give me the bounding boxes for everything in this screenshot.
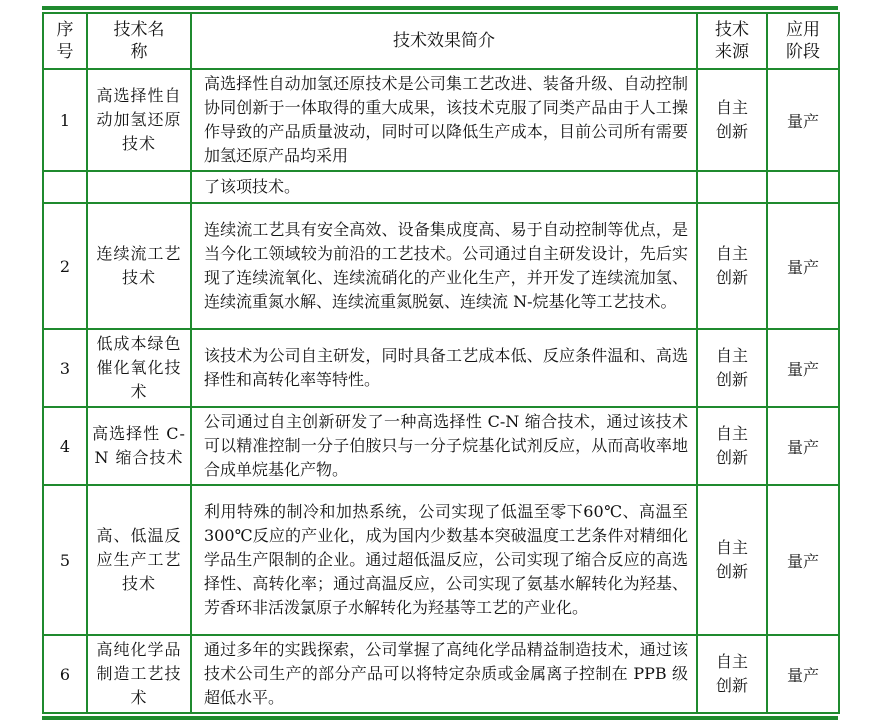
top-rule xyxy=(42,6,838,10)
row-source: 自主创新 xyxy=(697,69,767,171)
header-row xyxy=(43,13,839,69)
bottom-rule xyxy=(42,716,838,720)
header-source: 技术来源 xyxy=(697,13,767,69)
row-desc: 利用特殊的制冷和加热系统，公司实现了低温至零下60℃、高温至 300℃反应的产业化，成为国内少数基本突破温度工艺条件对精细化学品生产限制的企业。通过超低温反应，公司实现了缩合反应的高选择性、高转化率；通过高温反应，公司实现了氨基水解转化为羟基、芳香环非活泼氯原子水解转化为羟基等工艺的产业化。 xyxy=(191,485,697,635)
row-source: 自主创新 xyxy=(697,635,767,713)
row-name: 高、低温反应生产工艺技术 xyxy=(87,485,191,635)
cont-source xyxy=(697,171,767,203)
table-row xyxy=(43,69,839,171)
row-stage: 量产 xyxy=(767,407,839,485)
cont-no xyxy=(43,171,87,203)
row-stage: 量产 xyxy=(767,203,839,329)
row-name: 高选择性自动加氢还原技术 xyxy=(87,69,191,171)
header-stage: 应用阶段 xyxy=(767,13,839,69)
row-name: 高纯化学品制造工艺技术 xyxy=(87,635,191,713)
table-row xyxy=(43,203,839,329)
row-source: 自主创新 xyxy=(697,203,767,329)
row-no: 1 xyxy=(43,69,87,171)
header-name: 技术名称 xyxy=(87,13,191,69)
row-name: 连续流工艺技术 xyxy=(87,203,191,329)
row-source: 自主创新 xyxy=(697,407,767,485)
row-no: 3 xyxy=(43,329,87,407)
row-name: 高选择性 C-N 缩合技术 xyxy=(87,407,191,485)
row-desc: 该技术为公司自主研发，同时具备工艺成本低、反应条件温和、高选择性和高转化率等特性。 xyxy=(191,329,697,407)
row-desc: 连续流工艺具有安全高效、设备集成度高、易于自动控制等优点，是当今化工领域较为前沿的工艺技术。公司通过自主研发设计，先后实现了连续流氧化、连续流硝化的产业化生产，并开发了连续流加氢、连续流重氮水解、连续流重氮脱氨、连续流 N-烷基化等工艺技术。 xyxy=(191,203,697,329)
row-no: 2 xyxy=(43,203,87,329)
technology-table xyxy=(42,12,840,714)
row-source: 自主创新 xyxy=(697,485,767,635)
table-row xyxy=(43,485,839,635)
table-row xyxy=(43,329,839,407)
tech-table-wrapper xyxy=(42,6,838,720)
row-stage: 量产 xyxy=(767,69,839,171)
row-stage: 量产 xyxy=(767,485,839,635)
row-desc: 高选择性自动加氢还原技术是公司集工艺改进、装备升级、自动控制协同创新于一体取得的重大成果，该技术克服了同类产品由于人工操作导致的产品质量波动，同时可以降低生产成本，目前公司所有需要加氢还原产品均采用 xyxy=(191,69,697,171)
row-desc-continued: 了该项技术。 xyxy=(191,171,697,203)
row-name: 低成本绿色催化氧化技术 xyxy=(87,329,191,407)
row-no: 5 xyxy=(43,485,87,635)
header-desc: 技术效果简介 xyxy=(191,13,697,69)
row-desc: 通过多年的实践探索，公司掌握了高纯化学品精益制造技术，通过该技术公司生产的部分产品可以将特定杂质或金属离子控制在 PPB 级超低水平。 xyxy=(191,635,697,713)
header-no: 序号 xyxy=(43,13,87,69)
row-no: 4 xyxy=(43,407,87,485)
table-row xyxy=(43,635,839,713)
row-no: 6 xyxy=(43,635,87,713)
table-row-continuation xyxy=(43,171,839,203)
row-source: 自主创新 xyxy=(697,329,767,407)
table-row xyxy=(43,407,839,485)
cont-stage xyxy=(767,171,839,203)
row-stage: 量产 xyxy=(767,329,839,407)
cont-name xyxy=(87,171,191,203)
row-desc: 公司通过自主创新研发了一种高选择性 C-N 缩合技术，通过该技术可以精准控制一分子伯胺只与一分子烷基化试剂反应，从而高收率地合成单烷基化产物。 xyxy=(191,407,697,485)
row-stage: 量产 xyxy=(767,635,839,713)
